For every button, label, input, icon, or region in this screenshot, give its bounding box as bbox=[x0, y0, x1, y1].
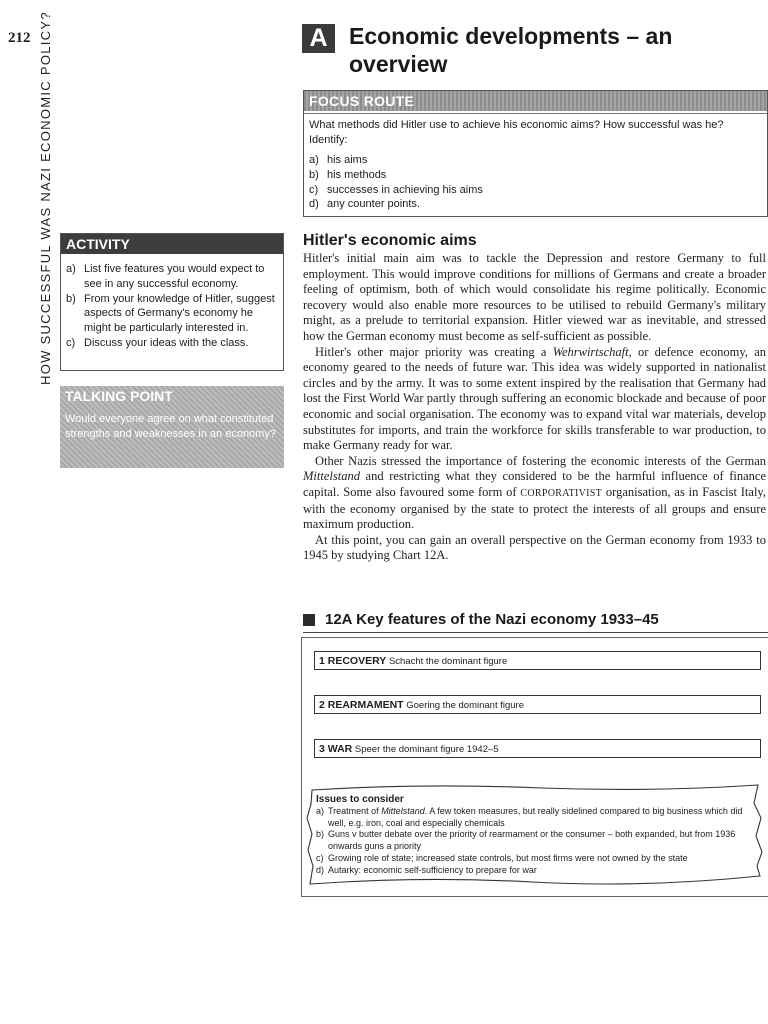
feature-label: 3 WAR bbox=[319, 743, 353, 755]
focus-route-header: FOCUS ROUTE bbox=[304, 91, 767, 111]
aims-paragraph: Hitler's other major priority was creating a Wehrwirtschaft, or defence economy, an economy geared to the needs of future war. This idea was widely supported in nationalist circles and by the army. It was to some extent inspired by the realisation that Germany had lost the First World War partly through suffering an economic blockade and because of poor economic and social organisation. The economy was to expand vital war materials, develop substitutes for imports, and train the workforce for skills transferable to war production, to make Germany ready for war. bbox=[303, 344, 766, 453]
chart-heading-rule bbox=[303, 632, 768, 633]
activity-box bbox=[60, 233, 284, 371]
emphasis-term: Mittelstand bbox=[303, 469, 360, 484]
emphasis-term: Mittelstand bbox=[381, 805, 425, 816]
item-letter: b) bbox=[316, 829, 325, 840]
issues-title: Issues to consider bbox=[316, 794, 404, 805]
feature-label: 2 REARMAMENT bbox=[319, 699, 404, 711]
aims-paragraph: At this point, you can gain an overall perspective on the German economy from 1933 to 1945 by studying Chart 12A. bbox=[303, 532, 766, 563]
section-title: Economic developments – an overview bbox=[349, 23, 673, 77]
focus-route-item bbox=[309, 153, 761, 168]
activity-item bbox=[66, 336, 278, 351]
item-letter: b) bbox=[309, 168, 319, 181]
chart-12a-frame bbox=[301, 637, 768, 897]
section-letter-badge: A bbox=[302, 24, 335, 53]
focus-route-box bbox=[303, 90, 768, 217]
feature-detail: Goering the dominant figure bbox=[406, 700, 525, 711]
activity-header: ACTIVITY bbox=[61, 234, 283, 254]
item-letter: c) bbox=[66, 336, 76, 349]
chart-heading bbox=[303, 611, 659, 628]
activity-list bbox=[66, 262, 278, 351]
item-text: Guns v butter debate over the priority of rearmament or the consumer – both expanded, but from 1936 onwards guns a priority bbox=[328, 829, 736, 852]
item-letter: a) bbox=[316, 805, 325, 816]
square-bullet-icon bbox=[303, 614, 315, 626]
feature-label: 1 RECOVERY bbox=[319, 655, 387, 667]
aims-heading: Hitler's economic aims bbox=[303, 232, 477, 249]
item-text: List five features you would expect to see in any successful economy. bbox=[84, 263, 265, 290]
focus-route-divider bbox=[304, 113, 767, 114]
talking-point-header: TALKING POINT bbox=[65, 388, 173, 404]
focus-route-item bbox=[309, 168, 761, 183]
aims-body bbox=[303, 251, 766, 564]
issue-item bbox=[316, 853, 762, 865]
item-text: successes in achieving his aims bbox=[327, 183, 483, 196]
focus-route-item bbox=[309, 197, 761, 212]
talking-point-text: Would everyone agree on what constituted strengths and weaknesses in an economy? bbox=[65, 413, 276, 440]
talking-point-box bbox=[60, 386, 284, 468]
issue-item bbox=[316, 829, 762, 853]
item-text: any counter points. bbox=[327, 198, 420, 211]
item-text: his aims bbox=[327, 154, 368, 166]
running-chapter-title: HOW SUCCESSFUL WAS NAZI ECONOMIC POLICY? bbox=[38, 11, 53, 385]
emphasis-term: Wehrwirtschaft bbox=[552, 344, 629, 359]
aims-paragraph: Other Nazis stressed the importance of fostering the economic interests of the German Mittelstand and restricting what they considered to be the harmful influence of finance capital. Some also favoured some form of CORPORATIVIST organisation, as in Fascist Italy, with the economy organised by the state to protect the interests of all groups and ensure maximum production. bbox=[303, 453, 766, 532]
item-letter: b) bbox=[66, 292, 76, 305]
page-number: 212 bbox=[8, 30, 31, 46]
item-text: Discuss your ideas with the class. bbox=[84, 336, 249, 349]
activity-item bbox=[66, 262, 278, 292]
focus-route-question: What methods did Hitler use to achieve his economic aims? How successful was he? Identify: bbox=[309, 119, 724, 146]
aims-paragraph: Hitler's initial main aim was to tackle the Depression and restore Germany to full employment. This would improve conditions for millions of Germans and create a broader feeling of optimism, both of which would consolidate his regime politically. Economic recovery would also enable more resources to be utilised to rebuild Germany's military might, as a prelude to territorial expansion. Hitler viewed war as inevitable, and stressed how the German economy must become as self-sufficient as possible. bbox=[303, 251, 766, 343]
item-letter: a) bbox=[309, 154, 319, 166]
chart-heading-text: 12A Key features of the Nazi economy 1933–45 bbox=[325, 611, 659, 628]
item-text: Treatment of Mittelstand. A few token measures, but really sidelined compared to big business which did well, e.g. iron, coal and especially chemicals bbox=[328, 805, 743, 828]
feature-detail: Speer the dominant figure 1942–5 bbox=[354, 744, 499, 755]
item-letter: c) bbox=[316, 852, 324, 863]
item-text: his methods bbox=[327, 168, 387, 181]
focus-route-item bbox=[309, 183, 761, 198]
activity-item bbox=[66, 292, 278, 336]
issue-item bbox=[316, 806, 762, 830]
item-letter: d) bbox=[316, 864, 325, 875]
item-text: From your knowledge of Hitler, suggest aspects of Germany's economy he might be particularly interested in. bbox=[84, 292, 275, 335]
item-text: Autarky: economic self-sufficiency to prepare for war bbox=[328, 864, 537, 875]
item-letter: d) bbox=[309, 198, 319, 211]
item-text: Growing role of state; increased state controls, but most firms were not owned by the state bbox=[328, 852, 688, 863]
focus-route-list bbox=[309, 153, 761, 212]
item-letter: a) bbox=[66, 263, 76, 275]
feature-detail: Schacht the dominant figure bbox=[388, 656, 508, 667]
glossary-term: CORPORATIVIST bbox=[520, 487, 603, 499]
issues-to-consider bbox=[316, 794, 762, 877]
item-letter: c) bbox=[309, 183, 319, 196]
issue-item bbox=[316, 865, 762, 877]
